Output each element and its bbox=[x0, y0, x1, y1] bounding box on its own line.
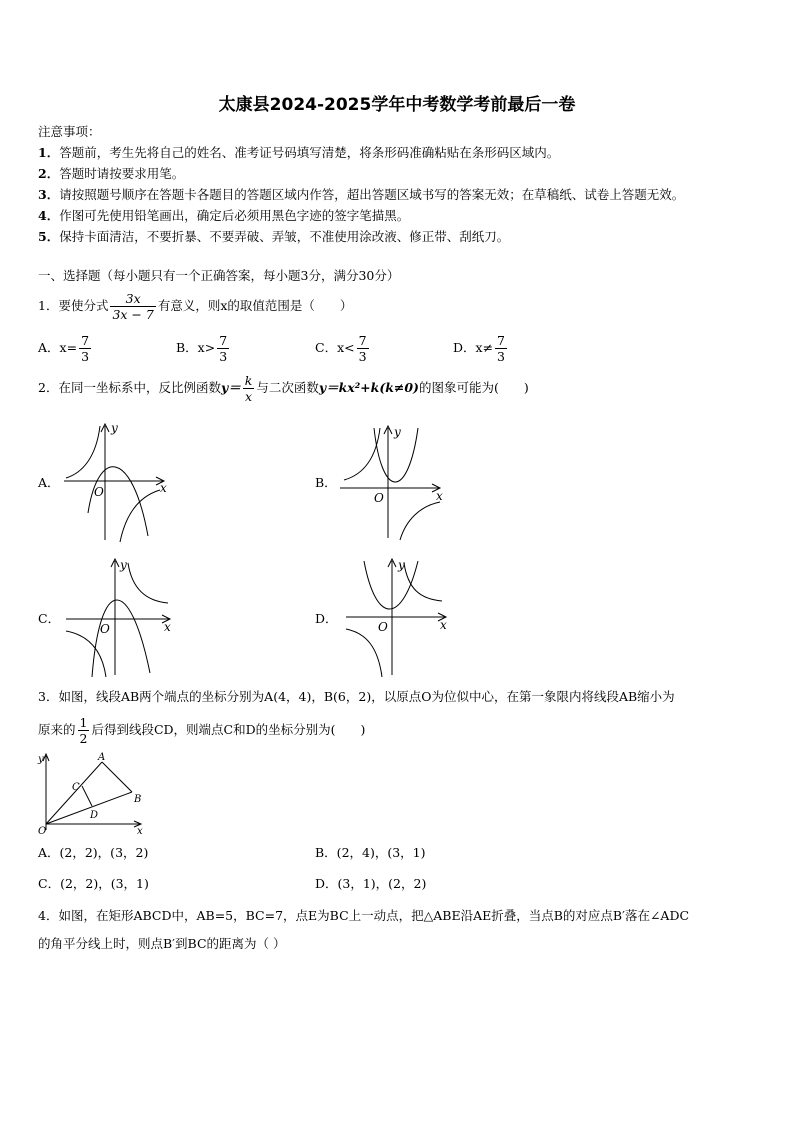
question-3-line1: 3．如图，线段AB两个端点的坐标分别为A(4，4)，B(6，2)，以原点O为位似中心，在第一象限内将线段AB缩小为 bbox=[38, 689, 675, 704]
question-3-line2 bbox=[38, 712, 365, 748]
axis-y-label: y bbox=[120, 558, 127, 572]
q1-option-b-num: 7 bbox=[219, 333, 228, 348]
q1-option-a-num: 7 bbox=[81, 333, 90, 348]
q2-option-c-label: C． bbox=[38, 611, 61, 626]
notice-item-text: 作图可先使用铅笔画出，确定后必须用黑色字迹的签字笔描黑。 bbox=[59, 208, 410, 223]
q2-y2: y＝kx²+k(k≠0) bbox=[318, 380, 419, 395]
q2-fraction bbox=[243, 373, 255, 404]
question-2 bbox=[38, 370, 529, 406]
notice-heading: 注意事项： bbox=[38, 124, 101, 139]
q1-option-a bbox=[38, 330, 93, 366]
q2-option-d-label: D． bbox=[315, 611, 338, 626]
q1-option-d-den: 3 bbox=[497, 349, 505, 364]
q1-option-b-label: B．x> bbox=[176, 340, 216, 355]
notice-item bbox=[38, 164, 184, 182]
q2-graph-c bbox=[60, 555, 178, 679]
q1-option-d-label: D．x≠ bbox=[453, 340, 494, 355]
q2-graph-d bbox=[342, 555, 452, 679]
fig-d-label: D bbox=[90, 810, 99, 821]
q3-fraction bbox=[78, 715, 90, 746]
question-1 bbox=[38, 288, 352, 324]
page-title: 太康县2024-2025学年中考数学考前最后一卷 bbox=[218, 95, 576, 115]
fig-y-label: y bbox=[38, 754, 44, 765]
fig-b-label: B bbox=[134, 794, 142, 805]
q2-option-a-label: A． bbox=[38, 475, 60, 490]
axis-y-label: y bbox=[111, 421, 118, 435]
notice-item-text: 保持卡面清洁，不要折暴、不要弄破、弄皱，不准使用涂改液、修正带、刮纸刀。 bbox=[59, 229, 510, 244]
q1-suffix: 有意义，则x的取值范围是（ ） bbox=[157, 298, 353, 313]
q3-option-a: A．(2，2)，(3，2) bbox=[38, 845, 149, 860]
axis-y-label: y bbox=[394, 425, 401, 439]
q3-figure bbox=[36, 750, 148, 836]
axis-x-label: x bbox=[436, 489, 443, 503]
q1-option-c-num: 7 bbox=[358, 333, 367, 348]
notice-item bbox=[38, 185, 684, 203]
q1-frac-den: 3x − 7 bbox=[112, 307, 154, 322]
origin-label: O bbox=[100, 622, 110, 636]
section-heading: 一、选择题（每小题只有一个正确答案，每小题3分，满分30分） bbox=[38, 268, 400, 283]
axis-x-label: x bbox=[160, 481, 167, 495]
q2-y1: y＝ bbox=[220, 380, 241, 395]
q3-option-c: C．(2，2)，(3，1) bbox=[38, 876, 149, 891]
q1-option-c bbox=[315, 330, 371, 366]
axis-x-label: x bbox=[164, 620, 171, 634]
axis-x-label: x bbox=[440, 618, 447, 632]
q3-frac-den: 2 bbox=[79, 731, 88, 746]
notice-item-text: 答题时请按要求用笔。 bbox=[59, 166, 185, 181]
notice-item-number: 4． bbox=[38, 208, 60, 223]
fig-a-label: A bbox=[98, 752, 106, 763]
q1-fraction bbox=[110, 291, 155, 322]
origin-label: O bbox=[94, 485, 104, 499]
question-4-line1: 4．如图，在矩形ABCD中，AB=5，BC=7，点E为BC上一动点，把△ABE沿AE折叠，当点B的对应点B′落在∠ADC bbox=[38, 908, 690, 923]
fig-o-label: O bbox=[38, 826, 47, 836]
q1-option-a-den: 3 bbox=[81, 349, 90, 364]
fig-c-label: C bbox=[72, 782, 80, 793]
notice-item bbox=[38, 206, 409, 224]
q3-line2-suffix: 后得到线段CD，则端点C和D的坐标分别为( ) bbox=[91, 722, 366, 737]
notice-item bbox=[38, 227, 509, 245]
notice-item-number: 3． bbox=[38, 187, 60, 202]
q2-frac-num: k bbox=[244, 373, 253, 388]
q3-line2-prefix: 原来的 bbox=[38, 722, 76, 737]
question-4-line2: 的角平分线上时，则点B′到BC的距离为（ ） bbox=[38, 936, 286, 951]
q3-frac-num: 1 bbox=[79, 715, 88, 730]
q1-option-b bbox=[176, 330, 231, 366]
origin-label: O bbox=[374, 491, 384, 505]
q2-prefix: 2．在同一坐标系中，反比例函数 bbox=[38, 380, 221, 395]
q1-option-a-label: A．x= bbox=[38, 340, 78, 355]
notice-item-number: 2． bbox=[38, 166, 60, 181]
notice-item-number: 1． bbox=[38, 145, 60, 160]
q1-option-b-den: 3 bbox=[219, 349, 228, 364]
q1-option-d-num: 7 bbox=[497, 333, 505, 348]
q1-option-d bbox=[453, 330, 509, 366]
q2-frac-den: x bbox=[244, 389, 253, 404]
q3-option-b: B．(2，4)，(3，1) bbox=[315, 845, 426, 860]
q2-option-b-label: B． bbox=[315, 475, 337, 490]
q1-frac-num: 3x bbox=[110, 291, 155, 307]
q1-option-c-label: C．x< bbox=[315, 340, 355, 355]
notice-item-text: 请按照题号顺序在答题卡各题目的答题区域内作答，超出答题区域书写的答案无效；在草稿纸、试卷上答题无效。 bbox=[59, 187, 685, 202]
q3-option-d: D．(3，1)，(2，2) bbox=[315, 876, 427, 891]
axis-y-label: y bbox=[398, 558, 405, 572]
fig-x-label: x bbox=[137, 826, 143, 836]
notice-item bbox=[38, 143, 559, 161]
notice-item-number: 5． bbox=[38, 229, 60, 244]
q2-graph-b bbox=[336, 420, 448, 542]
q1-option-c-den: 3 bbox=[358, 349, 367, 364]
notice-item-text: 答题前，考生先将自己的姓名、准考证号码填写清楚，将条形码准确粘贴在条形码区域内。 bbox=[59, 145, 560, 160]
q2-graph-a bbox=[60, 418, 172, 544]
q1-prefix: 1．要使分式 bbox=[38, 298, 109, 313]
q2-mid: 与二次函数 bbox=[256, 380, 319, 395]
q2-suffix: 的图象可能为( ) bbox=[418, 380, 529, 395]
origin-label: O bbox=[378, 620, 388, 634]
